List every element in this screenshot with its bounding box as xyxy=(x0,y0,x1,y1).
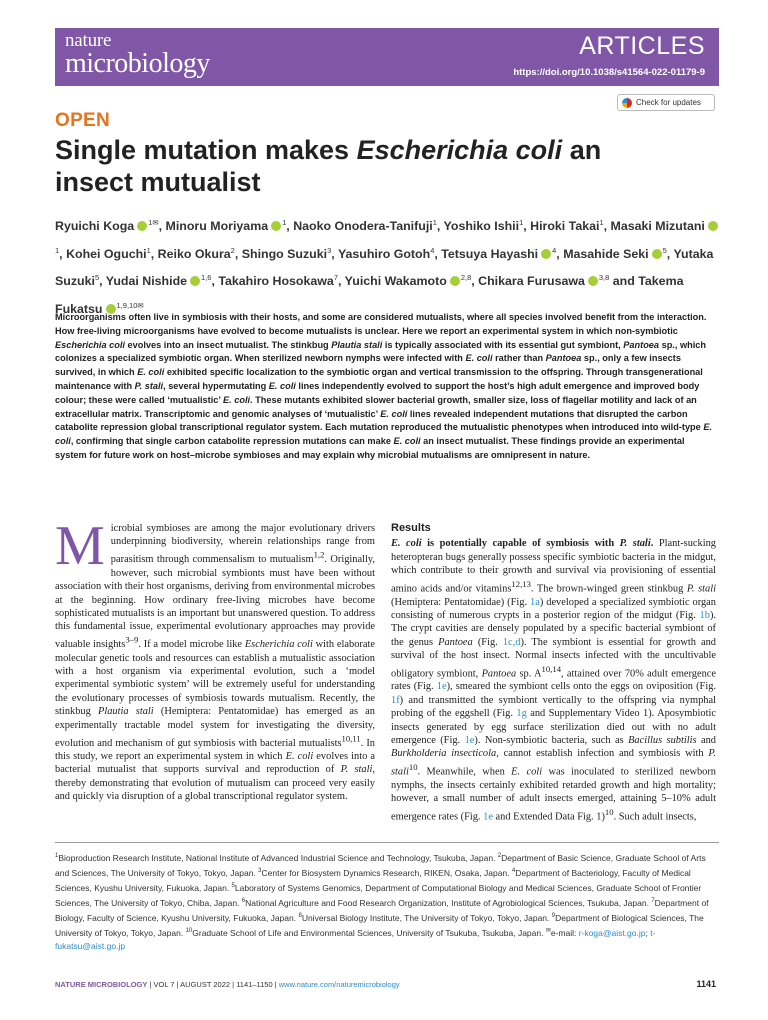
author-name: Chikara Furusawa xyxy=(478,274,585,289)
footer-url[interactable]: www.nature.com/naturemicrobiology xyxy=(278,980,400,989)
text-segment: Plant-sucking heteropteran bugs generally possess specific symbiotic bacteria in the midgut, which contribute to their growth and survival via provisioning of essential amino acids and/or vitamins xyxy=(391,538,716,595)
footer-separator: | xyxy=(272,980,279,989)
text-segment: . Meanwhile, when xyxy=(417,766,512,778)
text-segment: Center for Biosystem Dynamics Research, RIKEN, Osaka, Japan. xyxy=(261,867,512,878)
results-column xyxy=(391,522,716,823)
results-heading: Results xyxy=(391,522,431,534)
affiliation-superscript: 1 xyxy=(55,245,60,255)
citation-superscript: 10,14 xyxy=(541,663,562,674)
italic-text: E. coli xyxy=(393,436,421,447)
author[interactable] xyxy=(441,247,556,261)
bold-italic-text: P. stali xyxy=(619,538,651,550)
text-segment: Graduate School of Life and Environmental Sciences, University of Tsukuba, Tsukuba, Japan. xyxy=(192,927,546,938)
citation-superscript: 10,11 xyxy=(341,733,361,744)
citation-superscript: 2 xyxy=(497,853,502,859)
section-label: ARTICLES xyxy=(579,32,705,60)
footer-separator: | xyxy=(174,980,181,989)
text-segment: was inoculated to sterilized newborn nymphs, the insects certainly exhibited retarded growth and high mortality; however, a small number of adult insects emerged, attaining 5–10% adult emergence rates (Fig. xyxy=(391,766,716,822)
author[interactable] xyxy=(166,219,287,233)
affiliation-superscript: 1 xyxy=(599,218,604,227)
italic-text: E. coli xyxy=(55,422,713,447)
author[interactable] xyxy=(242,247,332,261)
affiliation-superscript: 4 xyxy=(430,245,435,255)
text-segment: , cannot establish infection and symbiosis with xyxy=(496,748,709,760)
figure-link[interactable]: 1e xyxy=(483,811,493,822)
affiliations xyxy=(55,850,717,953)
italic-text: Pantoea xyxy=(545,353,582,364)
affiliation-superscript: 2,8 xyxy=(460,273,472,283)
text-segment: . In this study, we report an experimental system in which xyxy=(55,737,375,762)
italic-text: Burkholderia insecticola xyxy=(391,748,497,760)
orcid-icon[interactable] xyxy=(137,221,147,231)
text-segment: ; xyxy=(645,927,651,938)
doi-link[interactable]: https://doi.org/10.1038/s41564-022-01179-9 xyxy=(513,67,705,78)
citation-superscript: 3–9 xyxy=(125,634,139,645)
author-name: Yuichi Wakamoto xyxy=(344,274,447,289)
italic-text: Escherichia coli xyxy=(55,339,125,350)
author-list: Ryuichi Koga $^{1✉}$, Minoru Moriyama $^1$, Naoko Onodera-Tanifuji$^1$, Yoshiko Ishii$^1$, Hiroki Takai$^1$, Masaki Mizutani$^1$, Kohei Oguchi$^1$, Reiko Okura$^2$, Shingo Suzuki$^3$, Yasuhiro Gotoh$^4$, Tetsuya Hayashi $^4$, Masahide Seki $^5$, Yutaka Suzuki$^5$, Yudai Nishide $^{1,6}$, Takahiro Hosokawa$^7$, Yuichi Wakamoto $^{2,8}$, Chikara Furusawa $^{3,8}$ and Takema Fukatsu $^{1,9,10✉}$ xyxy=(55,211,720,322)
author[interactable] xyxy=(158,247,235,261)
author[interactable] xyxy=(478,274,609,288)
citation-superscript: 10 xyxy=(185,928,193,935)
text-segment: e-mail: xyxy=(550,927,579,938)
text-segment: and xyxy=(696,735,717,747)
orcid-icon[interactable] xyxy=(450,276,460,286)
text-segment: ). The crypt cavities are densely populated by a specific bacterial symbiont of the genus xyxy=(391,609,716,648)
affiliation-superscript: 7 xyxy=(333,273,338,283)
text-segment: , thereby demonstrating that evolution of mutualism can proceed very easily and quickly via disruption of a global transcriptional regulator system. xyxy=(55,764,375,803)
title-italic: Escherichia coli xyxy=(356,135,563,165)
text-segment: evolves into a bacterial mutualist that supports survival and reproduction of xyxy=(55,750,376,776)
italic-text: E. coli xyxy=(137,367,165,378)
footer-separator: | xyxy=(230,980,237,989)
text-segment: sp., which colonizes a specialized symbiotic organ. When sterilized newborn nymphs were infected with xyxy=(55,339,706,364)
italic-text: Bacillus subtilis xyxy=(628,735,697,747)
author-name: Masaki Mizutani xyxy=(610,219,705,234)
text-segment: Laboratory of Systems Genomics, Department of Computational Biology and Medical Sciences, Graduate School of Frontier Sciences, The University of Tokyo, Chiba, Japan. xyxy=(55,882,702,908)
footer-separator: | xyxy=(147,980,154,989)
author[interactable] xyxy=(66,247,151,261)
author-name: Yudai Nishide xyxy=(105,274,188,289)
author-name: Yoshiko Ishii xyxy=(443,219,520,234)
citation-superscript: 9 xyxy=(551,913,556,920)
text-segment: rather than xyxy=(492,353,546,364)
text-segment: , attained over 70% adult emergence rates (Fig. xyxy=(391,668,717,693)
footer-pages: 1141–1150 xyxy=(236,980,273,989)
italic-text: Plautia stali xyxy=(331,339,383,350)
author-name: Ryuichi Koga xyxy=(55,219,135,234)
title-part2: an insect mutualist xyxy=(55,135,602,197)
text-segment: Universal Biology Institute, The University of Tokyo, Tokyo, Japan. xyxy=(301,912,552,923)
italic-text: E. coli xyxy=(465,353,493,364)
text-segment: . These mutants exhibited slower bacterial growth, smaller size, loss of flagellar motility and lack of an extracellular matrix. Transcriptomic and genomic analyses of ‘mutualistic’ xyxy=(55,394,697,419)
drop-cap: M xyxy=(55,515,105,577)
footer-volume: VOL 7 xyxy=(153,980,175,989)
text-segment: . The brown-winged green stinkbug xyxy=(530,583,687,595)
page-number: 1141 xyxy=(696,979,716,989)
figure-link[interactable]: 1e xyxy=(436,681,447,693)
italic-text: E. coli xyxy=(380,408,408,419)
citation-superscript: 6 xyxy=(241,898,246,905)
affiliation-superscript: 3,8 xyxy=(598,273,610,283)
figure-link[interactable]: 1e xyxy=(464,735,475,747)
footer-journal: NATURE MICROBIOLOGY xyxy=(55,980,148,989)
citation-superscript: 10 xyxy=(604,806,614,817)
italic-text: E. coli xyxy=(222,394,251,405)
affiliation-superscript: 5 xyxy=(94,273,100,283)
affiliation-superscript: 2 xyxy=(230,245,235,255)
journal-logo-line2: microbiology xyxy=(65,48,210,79)
italic-text: P. stali xyxy=(686,583,716,595)
author[interactable] xyxy=(106,274,212,288)
text-segment: and Extended Data Fig. 1) xyxy=(492,811,605,822)
italic-text: Pantoea xyxy=(623,339,660,350)
text-segment: . Originally, however, such microbial symbionts must have been without association with their host organisms, deriving from environmental microbes at the beginning. How ordinary free-living microbes have become sophisticated mutualists is an important but unanswered question. To address this fundamental issue, experimental evolutionary approaches may provide valuable insights xyxy=(55,554,375,651)
author[interactable] xyxy=(444,219,524,233)
figure-link[interactable]: 1c,d xyxy=(502,636,521,648)
author[interactable] xyxy=(563,247,667,261)
italic-text: Pantoea xyxy=(438,636,473,648)
affiliation-superscript: 5 xyxy=(662,245,667,255)
text-segment: . Such adult insects, xyxy=(613,811,697,822)
italic-text: Plautia stali xyxy=(98,706,154,718)
author[interactable] xyxy=(338,247,434,261)
citation-superscript: 10 xyxy=(408,761,418,772)
text-segment: (Hemiptera: Pentatomidae) has emerged as an experimentally tractable model system for investigating the diversity, evolution and mechanism of gut symbiosis with bacterial mutualists xyxy=(55,706,375,749)
text-segment: with elaborate molecular genetic tools and resources can establish a mutualistic association with a host organism via experimental evolution, such a ‘model experimental symbiotic system’ will be extremely useful for understanding the evolutionary processes of symbiosis towards mutualism. Recently, the stinkbug xyxy=(55,639,375,718)
figure-link[interactable]: t-fukatsu@aist.go.jp xyxy=(55,927,656,952)
figure-link[interactable]: 1b xyxy=(699,609,710,621)
author-name: Kohei Oguchi xyxy=(66,246,147,261)
citation-superscript: 7 xyxy=(651,898,655,905)
figure-link[interactable]: 1a xyxy=(530,596,540,608)
text-segment: and Supplementary Video 1). Aposymbiotic insects generated by egg surface sterilization died out with no adult emergence (Fig. xyxy=(391,708,716,747)
text-segment: exhibited specific localization to the symbiotic organ and vertical transmission to the offspring. Through transgenerational maintenance with xyxy=(55,367,703,391)
citation-superscript: 1,2 xyxy=(313,549,325,560)
affiliation-superscript: 1,9,10✉ xyxy=(116,300,144,310)
author-name: Yutaka Suzuki xyxy=(55,246,714,289)
orcid-icon[interactable] xyxy=(708,221,718,231)
text-segment: sp. A xyxy=(516,668,542,679)
text-segment: ). Non-symbiotic bacteria, such as xyxy=(474,735,629,747)
italic-text: P. stali xyxy=(391,748,716,778)
text-segment: Department of Biological Sciences, The University of Tokyo, Tokyo, Japan. xyxy=(55,912,704,938)
abstract xyxy=(55,311,715,463)
author-name: Naoko Onodera-Tanifuji xyxy=(293,219,433,234)
text-segment: Department of Basic Science, Graduate School of Arts and Sciences, The University of Tokyo, Tokyo, Japan. xyxy=(55,852,706,878)
italic-text: E. coli xyxy=(285,750,314,762)
citation-superscript: 3 xyxy=(258,868,262,875)
text-segment: Bioproduction Research Institute, National Institute of Advanced Industrial Science and Technology, Tsukuba, Japan. xyxy=(58,852,498,863)
orcid-icon[interactable] xyxy=(588,276,598,286)
article-title xyxy=(55,134,675,198)
italic-text: E. coli xyxy=(268,380,296,391)
italic-text: P. stali xyxy=(340,764,373,776)
intro-column xyxy=(55,515,376,804)
affiliation-superscript: 1 xyxy=(282,218,287,227)
text-segment: ). The symbiont is essential for growth and survival of the host insect. Normal insects infected with the uncultivable obligatory symbiont, xyxy=(391,636,716,679)
author-name: Shingo Suzuki xyxy=(241,246,328,261)
author[interactable] xyxy=(345,274,472,288)
author[interactable] xyxy=(530,219,604,233)
text-segment: (Fig. xyxy=(472,636,503,648)
affiliation-superscript: 1 xyxy=(519,218,524,227)
author-name: Takahiro Hosokawa xyxy=(218,274,334,289)
affiliation-superscript: 1✉ xyxy=(148,218,159,227)
author-name: Yasuhiro Gotoh xyxy=(337,246,431,261)
author-name: Takema Fukatsu xyxy=(55,274,684,316)
author[interactable] xyxy=(293,219,437,233)
affiliation-superscript: 1 xyxy=(146,245,151,255)
citation-superscript: 5 xyxy=(231,883,235,890)
text-segment: ), smeared the symbiont cells onto the eggs on oviposition (Fig. xyxy=(446,681,716,693)
figure-link[interactable]: r-koga@aist.go.jp xyxy=(578,927,646,938)
orcid-icon[interactable] xyxy=(271,221,281,231)
text-segment: sp., only a few insects survived, in which xyxy=(55,353,681,378)
citation-superscript: 1 xyxy=(55,853,59,859)
text-segment: . If a model microbe like xyxy=(138,639,245,651)
italic-text: P. stali xyxy=(134,380,164,391)
bold-text: . xyxy=(650,538,654,550)
author-name: Tetsuya Hayashi xyxy=(441,246,539,261)
footer-date: AUGUST 2022 xyxy=(180,980,231,989)
figure-link[interactable]: 1g xyxy=(516,708,527,720)
title-part1: Single mutation makes xyxy=(55,135,357,165)
page-footer xyxy=(55,980,400,989)
orcid-icon[interactable] xyxy=(541,249,551,259)
bold-italic-text: E. coli xyxy=(391,538,422,550)
italic-text: E. coli xyxy=(511,766,543,778)
check-updates-label: Check for updates xyxy=(636,98,701,107)
text-segment: Department of Biology, Faculty of Science, Kyushu University, Fukuoka, Japan. xyxy=(55,897,709,923)
citation-superscript: 4 xyxy=(511,868,516,875)
author-name: Masahide Seki xyxy=(563,246,649,261)
author-name: Hiroki Takai xyxy=(530,219,600,234)
text-segment: lines independently evolved to support the host’s high adult emergence and improved body colour; these were called ‘mutualistic’ xyxy=(55,380,700,405)
text-segment: Microorganisms often live in symbiosis with their hosts, and some are considered mutualists, where all species involved benefit from the interaction. How free-living microorganisms have evolved to become mutualists is unclear. Here we report an experimental system in which non-symbiotic xyxy=(55,312,707,336)
results-text xyxy=(391,537,716,823)
affiliation-superscript: 1,6 xyxy=(201,273,212,283)
text-segment: ) developed a specialized symbiotic organ consisting of numerous crypts in a posterior region of the midgut (Fig. xyxy=(391,596,716,621)
italic-text: Pantoea xyxy=(481,668,517,679)
figure-link[interactable]: 1f xyxy=(391,694,400,706)
italic-text: Escherichia coli xyxy=(244,639,313,651)
text-segment: an insect mutualist. These findings provide an experimental system for future work on host–microbe symbioses and may explain why microbial mutualisms are omnipresent in nature. xyxy=(55,436,685,460)
text-segment: is typically associated with its essential gut symbiont, xyxy=(382,339,624,350)
text-segment: , confirming that single carbon catabolite repression mutations can make xyxy=(70,436,394,447)
text-segment: ) and transmitted the symbiont vertically to the offspring via nymphal probing of the eggshell (Fig. xyxy=(391,694,716,720)
author[interactable] xyxy=(55,219,159,233)
crossmark-icon xyxy=(622,98,632,108)
text-segment: icrobial symbioses are among the major evolutionary drivers underpinning biodiversity, wherein relationships range from parasitism through commensalism to mutualism xyxy=(110,523,375,566)
orcid-icon[interactable] xyxy=(190,276,200,286)
check-updates-button[interactable] xyxy=(617,94,715,111)
text-segment: evolves into an insect mutualist. The stinkbug xyxy=(124,339,332,350)
citation-superscript: 12,13 xyxy=(511,578,531,589)
journal-header xyxy=(55,28,719,86)
journal-logo-line1: nature xyxy=(65,30,112,51)
orcid-icon[interactable] xyxy=(652,249,662,259)
author-name: Reiko Okura xyxy=(157,246,231,261)
citation-superscript: 8 xyxy=(298,913,302,920)
affiliation-superscript: 3 xyxy=(327,245,332,255)
text-segment: , several hypermutating xyxy=(163,380,269,391)
affiliations-divider xyxy=(55,842,719,843)
text-segment: lines revealed independent mutations that disrupted the carbon catabolite repression global transcriptional regulator system. Each mutation reproduced the mutualistic phenotypes when introduced into wild-type xyxy=(55,408,704,433)
bold-text: is potentially capable of symbiosis with xyxy=(421,538,620,550)
author-name: Minoru Moriyama xyxy=(165,219,269,234)
text-segment: (Hemiptera: Pentatomidae) (Fig. xyxy=(391,596,531,608)
author[interactable] xyxy=(218,274,338,288)
citation-superscript: ✉ xyxy=(545,928,551,935)
text-segment: Department of Bacteriology, Faculty of Medical Sciences, Kyushu University, Fukuoka, Japan. xyxy=(55,867,691,893)
affiliation-superscript: 1 xyxy=(432,218,437,227)
affiliation-superscript: 4 xyxy=(552,245,557,255)
text-segment: National Agriculture and Food Research Organization, Institute of Agrobiological Sciences, Tsukuba, Japan. xyxy=(245,897,652,908)
open-access-label: OPEN xyxy=(55,110,111,131)
